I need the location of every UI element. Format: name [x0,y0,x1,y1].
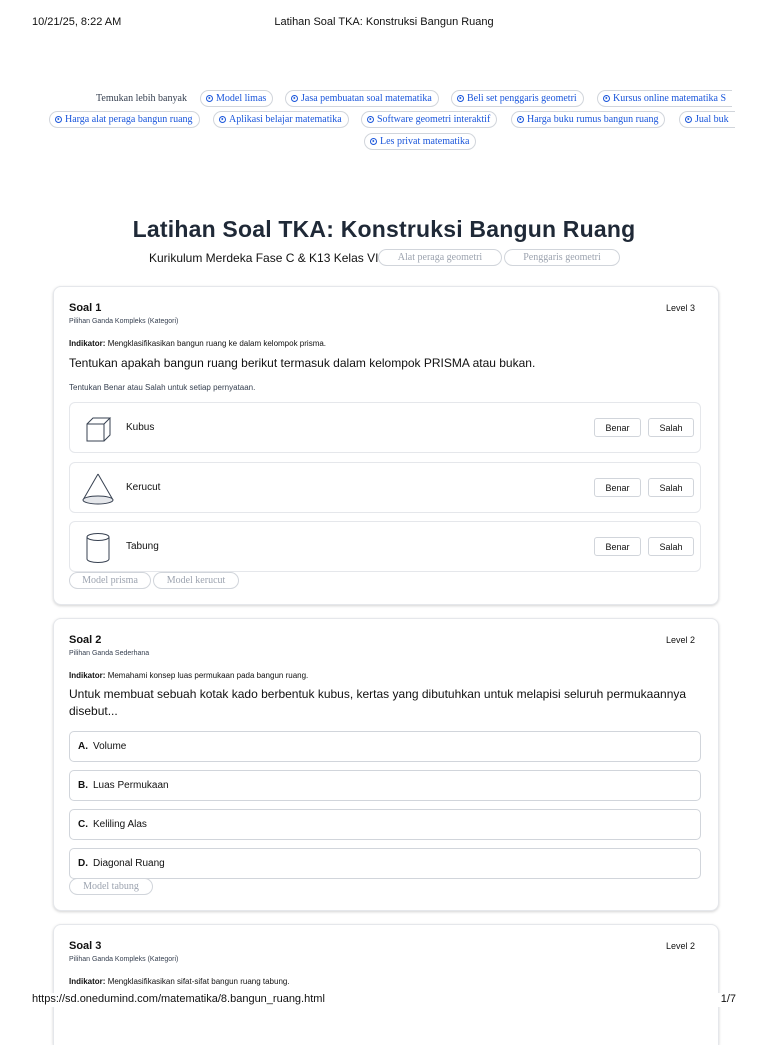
related-link[interactable]: Harga buku rumus bangun ruang [511,111,665,128]
question-number: Soal 3 [69,940,102,952]
related-label: Temukan lebih banyak [96,93,187,104]
related-link[interactable]: Aplikasi belajar matematika [213,111,349,128]
true-button[interactable]: Benar [594,537,641,556]
true-button[interactable]: Benar [594,478,641,497]
related-link[interactable]: Jual buk [679,111,735,128]
answer-option[interactable]: C. Keliling Alas [69,809,701,840]
answer-option[interactable]: D. Diagonal Ruang [69,848,701,879]
question-card [53,618,719,911]
statement-row [69,462,701,513]
false-button[interactable]: Salah [648,478,694,497]
related-link[interactable]: Software geometri interaktif [361,111,497,128]
indicator: Indikator: Mengklasifikasikan bangun ruang ke dalam kelompok prisma. [69,339,327,348]
question-card [53,286,719,605]
related-link[interactable]: Harga alat peraga bangun ruang [49,111,200,128]
answer-option[interactable]: A. Volume [69,731,701,762]
search-plus-icon [457,95,464,102]
tag-pill[interactable]: Model tabung [69,878,153,895]
search-plus-icon [685,116,692,123]
true-button[interactable]: Benar [594,418,641,437]
level-badge: Level 3 [665,303,695,313]
question-number: Soal 2 [69,634,102,646]
answer-option[interactable]: B. Luas Permukaan [69,770,701,801]
search-plus-icon [367,116,374,123]
question-card [53,924,719,1045]
print-header [32,16,736,30]
search-plus-icon [517,116,524,123]
search-plus-icon [370,138,377,145]
statement-row [69,521,701,572]
false-button[interactable]: Salah [648,418,694,437]
cube-icon [80,411,116,447]
question-type: Pilihan Ganda Sederhana [69,650,150,657]
print-title: Latihan Soal TKA: Konstruksi Bangun Ruang [274,16,494,28]
tag-pill[interactable]: Model prisma [69,572,151,589]
print-url: https://sd.onedumind.com/matematika/8.bangun_ruang.html [32,993,325,1005]
search-plus-icon [291,95,298,102]
question-text: Untuk membuat sebuah kotak kado berbentuk kubus, kertas yang dibutuhkan untuk melapisi seluruh permukaannya disebut... [69,687,687,718]
statement-label: Kerucut [126,482,161,493]
search-plus-icon [219,116,226,123]
statement-label: Kubus [126,422,155,433]
page-number: 1/7 [720,993,736,1005]
cone-icon [80,471,116,507]
page-subtitle: Kurikulum Merdeka Fase C & K13 Kelas VI [149,251,379,265]
cylinder-icon [80,530,116,566]
statement-label: Tabung [126,541,159,552]
indicator: Indikator: Memahami konsep luas permukaan pada bangun ruang. [69,671,309,680]
related-link[interactable]: Beli set penggaris geometri [451,90,584,107]
page-margin [735,0,768,1024]
page-title: Latihan Soal TKA: Konstruksi Bangun Ruang [132,216,636,242]
indicator: Indikator: Mengklasifikasikan sifat-sifat bangun ruang tabung. [69,977,290,986]
related-link[interactable]: Jasa pembuatan soal matematika [285,90,439,107]
related-link[interactable]: Kursus online matematika S [597,90,732,107]
question-type: Pilihan Ganda Kompleks (Kategori) [69,318,179,325]
statement-row [69,402,701,453]
print-footer [32,993,736,1007]
question-text: Tentukan apakah bangun ruang berikut termasuk dalam kelompok PRISMA atau bukan. [69,356,536,370]
search-plus-icon [603,95,610,102]
question-type: Pilihan Ganda Kompleks (Kategori) [69,956,179,963]
related-link[interactable]: Les privat matematika [364,133,476,150]
level-badge: Level 2 [665,635,695,645]
search-plus-icon [55,116,62,123]
print-date: 10/21/25, 8:22 AM [32,16,122,28]
question-number: Soal 1 [69,302,102,314]
tag-pill[interactable]: Alat peraga geometri [378,249,502,266]
false-button[interactable]: Salah [648,537,694,556]
related-link[interactable]: Model limas [200,90,273,107]
tag-pill[interactable]: Model kerucut [153,572,239,589]
tag-pill[interactable]: Penggaris geometri [504,249,620,266]
level-badge: Level 2 [665,941,695,951]
search-plus-icon [206,95,213,102]
instruction-text: Tentukan Benar atau Salah untuk setiap pernyataan. [69,383,256,392]
